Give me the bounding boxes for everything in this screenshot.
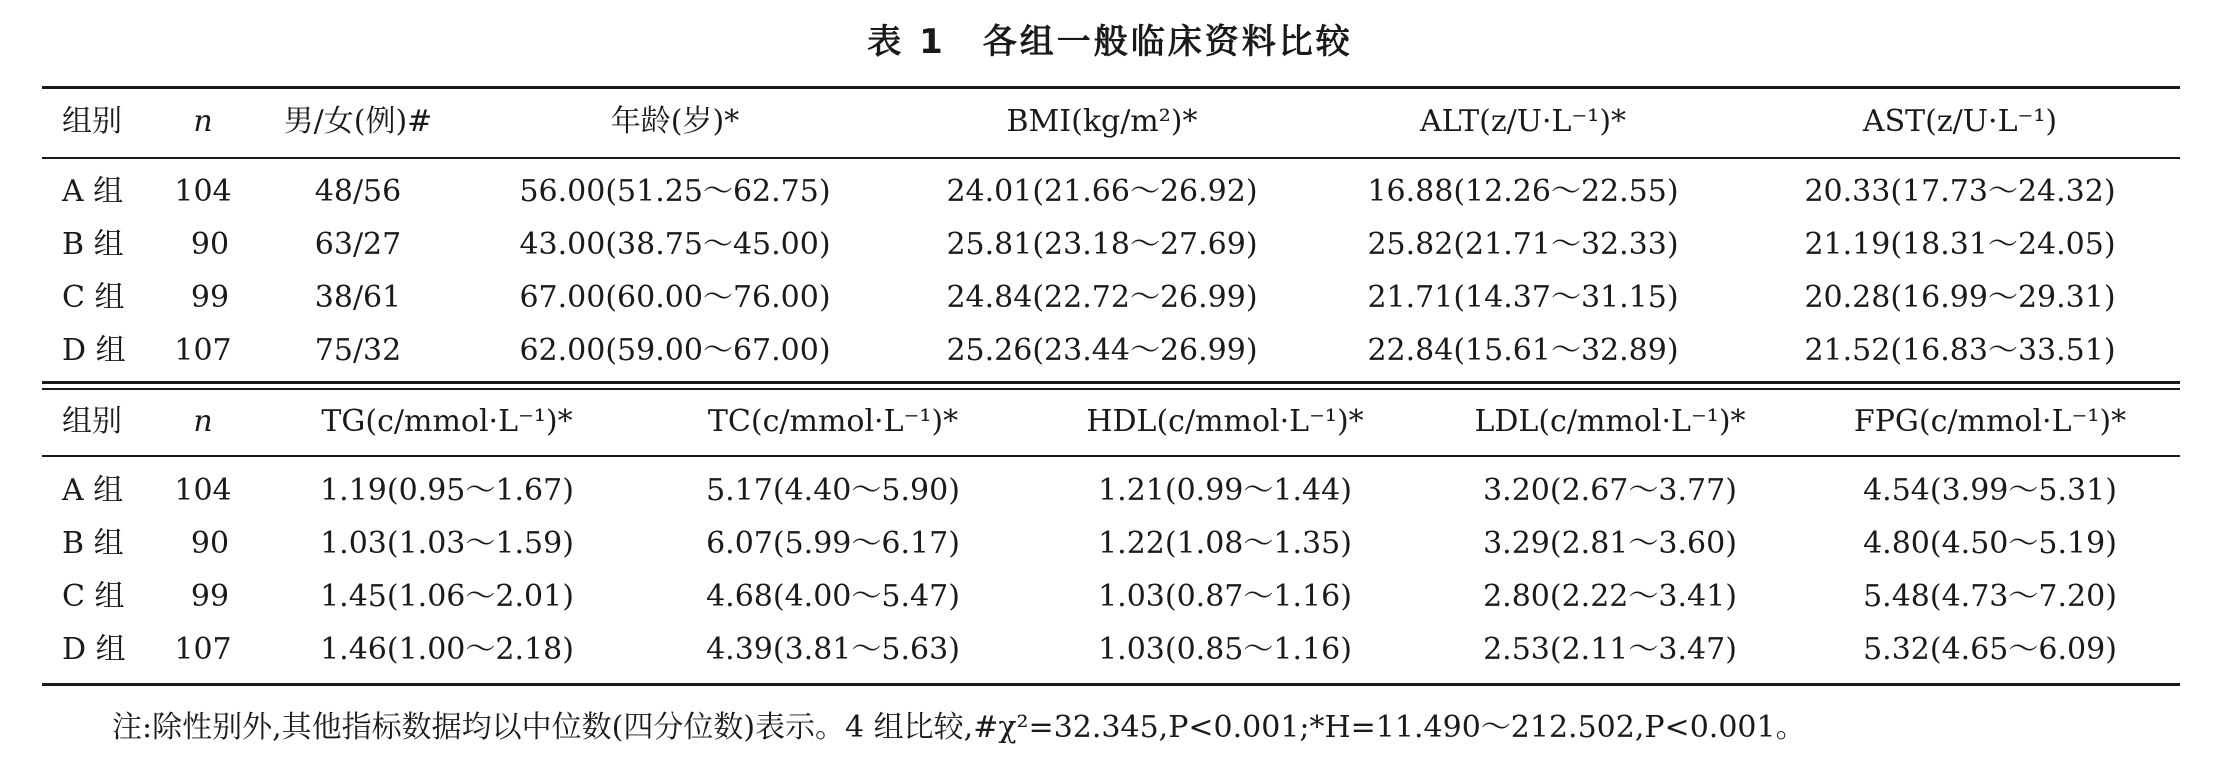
table-cell: 21.71(14.37～31.15) bbox=[1367, 280, 1679, 315]
header-cell: TG(c/mmol·L⁻¹)* bbox=[321, 404, 573, 439]
table-cell: C 组 bbox=[62, 280, 125, 315]
header-cell: LDL(c/mmol·L⁻¹)* bbox=[1474, 404, 1746, 439]
table-row bbox=[0, 219, 2220, 271]
section-rule-thin bbox=[42, 388, 2180, 390]
table-cell: D 组 bbox=[62, 333, 126, 368]
table-cell: 25.82(21.71～32.33) bbox=[1367, 227, 1679, 262]
table-cell: 2.80(2.22～3.41) bbox=[1483, 579, 1737, 614]
table-footnote: 注:除性别外,其他指标数据均以中位数(四分位数)表示。4 组比较,#χ²=32.345,P<0.001;*H=11.490～212.502,P<0.001。 bbox=[112, 710, 1806, 745]
table-cell: 2.53(2.11～3.47) bbox=[1483, 632, 1737, 667]
table-row bbox=[0, 518, 2220, 570]
table-cell: B 组 bbox=[62, 227, 124, 262]
table-cell: 21.52(16.83～33.51) bbox=[1804, 333, 2116, 368]
table-cell: 1.21(0.99～1.44) bbox=[1098, 473, 1352, 508]
table-row bbox=[0, 272, 2220, 324]
table-cell: 4.68(4.00～5.47) bbox=[706, 579, 960, 614]
header-rule bbox=[42, 157, 2180, 159]
table-cell: 5.32(4.65～6.09) bbox=[1863, 632, 2117, 667]
table-cell: 24.84(22.72～26.99) bbox=[946, 280, 1258, 315]
header-cell: 组别 bbox=[62, 104, 122, 139]
table-cell: 20.28(16.99～29.31) bbox=[1804, 280, 2116, 315]
header-cell: 组别 bbox=[62, 404, 122, 439]
table-cell: C 组 bbox=[62, 579, 125, 614]
table-cell: 4.54(3.99～5.31) bbox=[1863, 473, 2117, 508]
table-cell: 4.80(4.50～5.19) bbox=[1863, 526, 2117, 561]
table-cell: 1.46(1.00～2.18) bbox=[320, 632, 574, 667]
header-cell: AST(z/U·L⁻¹) bbox=[1862, 104, 2058, 139]
table-cell: 1.19(0.95～1.67) bbox=[320, 473, 574, 508]
table2-header-row bbox=[0, 396, 2220, 448]
table-cell: B 组 bbox=[62, 526, 124, 561]
table-cell: 104 bbox=[174, 473, 232, 508]
table-cell: 63/27 bbox=[314, 227, 402, 262]
table-cell: D 组 bbox=[62, 632, 126, 667]
table-cell: A 组 bbox=[62, 174, 124, 209]
table-cell: 43.00(38.75～45.00) bbox=[519, 227, 831, 262]
table-cell: 25.81(23.18～27.69) bbox=[946, 227, 1258, 262]
table-cell: 1.03(0.87～1.16) bbox=[1098, 579, 1352, 614]
table-cell: 3.29(2.81～3.60) bbox=[1483, 526, 1737, 561]
table-title: 表 1 各组一般临床资料比较 bbox=[867, 22, 1353, 62]
table-cell: 1.03(1.03～1.59) bbox=[320, 526, 574, 561]
table-cell: 56.00(51.25～62.75) bbox=[519, 174, 831, 209]
table-cell: 6.07(5.99～6.17) bbox=[706, 526, 960, 561]
table-cell: 104 bbox=[174, 174, 232, 209]
table-cell: 1.22(1.08～1.35) bbox=[1098, 526, 1352, 561]
table-cell: 1.03(0.85～1.16) bbox=[1098, 632, 1352, 667]
header-cell: n bbox=[193, 104, 213, 139]
table-cell: 21.19(18.31～24.05) bbox=[1804, 227, 2116, 262]
table-cell: 62.00(59.00～67.00) bbox=[519, 333, 831, 368]
header-cell: 年龄(岁)* bbox=[610, 104, 740, 139]
table-row bbox=[0, 325, 2220, 377]
table-cell: 48/56 bbox=[314, 174, 402, 209]
table-cell: 67.00(60.00～76.00) bbox=[519, 280, 831, 315]
table-cell: 107 bbox=[174, 333, 232, 368]
table-cell: 24.01(21.66～26.92) bbox=[946, 174, 1258, 209]
table-cell: 20.33(17.73～24.32) bbox=[1804, 174, 2116, 209]
table-row bbox=[0, 624, 2220, 676]
section-rule-thick bbox=[42, 381, 2180, 384]
table-row bbox=[0, 571, 2220, 623]
table-cell: 22.84(15.61～32.89) bbox=[1367, 333, 1679, 368]
table-cell: 4.39(3.81～5.63) bbox=[706, 632, 960, 667]
table-cell: A 组 bbox=[62, 473, 124, 508]
header-cell: TC(c/mmol·L⁻¹)* bbox=[707, 404, 959, 439]
table-cell: 99 bbox=[190, 579, 230, 614]
header-cell: BMI(kg/m²)* bbox=[1006, 104, 1198, 139]
table-cell: 3.20(2.67～3.77) bbox=[1483, 473, 1737, 508]
table-cell: 16.88(12.26～22.55) bbox=[1367, 174, 1679, 209]
header-cell: n bbox=[193, 404, 213, 439]
table-cell: 99 bbox=[190, 280, 230, 315]
table1-header-row bbox=[0, 96, 2220, 148]
table-cell: 1.45(1.06～2.01) bbox=[320, 579, 574, 614]
header-cell: FPG(c/mmol·L⁻¹)* bbox=[1853, 404, 2127, 439]
bottom-rule bbox=[42, 683, 2180, 686]
table-cell: 90 bbox=[190, 227, 230, 262]
table-cell: 5.17(4.40～5.90) bbox=[706, 473, 960, 508]
top-rule bbox=[42, 86, 2180, 89]
table-cell: 107 bbox=[174, 632, 232, 667]
table-cell: 25.26(23.44～26.99) bbox=[946, 333, 1258, 368]
header-cell: HDL(c/mmol·L⁻¹)* bbox=[1086, 404, 1364, 439]
table-row bbox=[0, 166, 2220, 218]
header-rule bbox=[42, 455, 2180, 457]
header-cell: ALT(z/U·L⁻¹)* bbox=[1419, 104, 1627, 139]
table-row bbox=[0, 465, 2220, 517]
table-cell: 75/32 bbox=[314, 333, 402, 368]
table-cell: 90 bbox=[190, 526, 230, 561]
table-cell: 38/61 bbox=[314, 280, 402, 315]
table-cell: 5.48(4.73～7.20) bbox=[1863, 579, 2117, 614]
header-cell: 男/女(例)# bbox=[283, 104, 433, 139]
